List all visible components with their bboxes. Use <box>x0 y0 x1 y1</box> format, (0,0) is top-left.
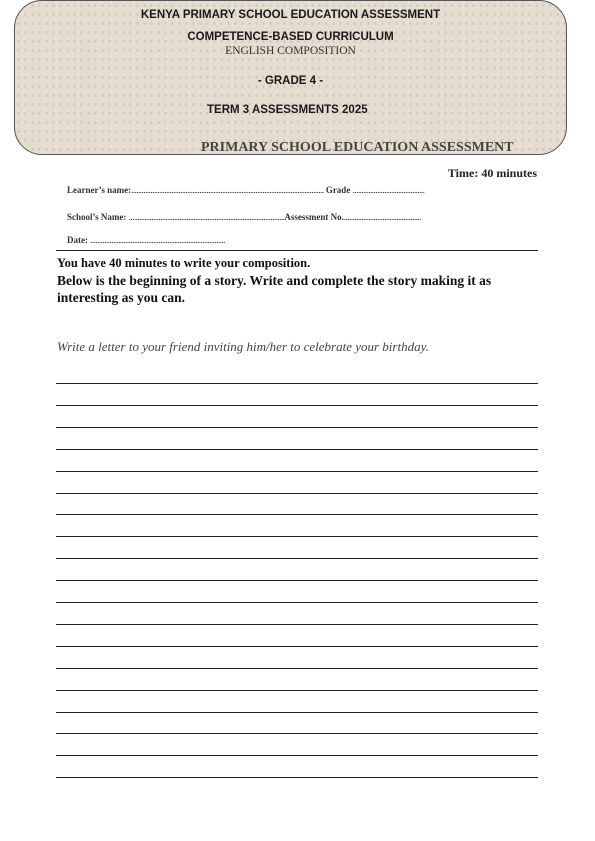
assessment-no-label: Assessment No. <box>284 212 344 222</box>
school-name-label: School’s Name: <box>67 212 127 222</box>
grade-title: - GRADE 4 - <box>257 75 324 87</box>
writing-line <box>56 602 538 603</box>
organization-title: KENYA PRIMARY SCHOOL EDUCATION ASSESSMENT <box>140 9 441 21</box>
date-label: Date: <box>67 235 88 245</box>
writing-line <box>56 712 538 713</box>
writing-line <box>56 427 538 428</box>
writing-line <box>56 449 538 450</box>
section-divider <box>56 250 538 251</box>
writing-line <box>56 755 538 756</box>
grade-label: Grade <box>325 185 351 195</box>
assessment-no-field[interactable]: ............................................ <box>343 212 421 222</box>
time-instruction: You have 40 minutes to write your composition. <box>57 256 311 270</box>
curriculum-title: COMPETENCE-BASED CURRICULUM <box>187 31 394 43</box>
time-allowed: Time: 40 minutes <box>447 166 537 180</box>
writing-line <box>56 536 538 537</box>
learner-row <box>67 185 424 195</box>
writing-line <box>56 405 538 406</box>
writing-line <box>56 777 538 778</box>
writing-line <box>56 690 538 691</box>
task-instruction: Below is the beginning of a story. Write and complete the story making it as interesting as you can. <box>57 273 492 305</box>
date-field[interactable]: ............................................................................. <box>90 235 225 245</box>
writing-line <box>56 471 538 472</box>
composition-prompt: Write a letter to your friend inviting him/her to celebrate your birthday. <box>57 339 429 354</box>
school-name-field[interactable]: ......................................................................................... <box>128 212 285 222</box>
school-row <box>67 212 421 222</box>
writing-line <box>56 580 538 581</box>
writing-line <box>56 668 538 669</box>
subject-title: ENGLISH COMPOSITION <box>225 45 356 57</box>
writing-line <box>56 646 538 647</box>
learner-name-field[interactable]: .............................................................................................................. <box>131 185 324 195</box>
writing-line <box>56 514 538 515</box>
grade-field[interactable]: ......................................... <box>352 185 425 195</box>
writing-line <box>56 558 538 559</box>
writing-line <box>56 383 538 384</box>
writing-line <box>56 493 538 494</box>
date-row <box>67 235 225 245</box>
term-title: TERM 3 ASSESSMENTS 2025 <box>207 104 368 116</box>
learner-name-label: Learner’s name: <box>67 185 132 195</box>
writing-line <box>56 733 538 734</box>
writing-line <box>56 624 538 625</box>
assessment-banner: PRIMARY SCHOOL EDUCATION ASSESSMENT <box>201 140 514 155</box>
